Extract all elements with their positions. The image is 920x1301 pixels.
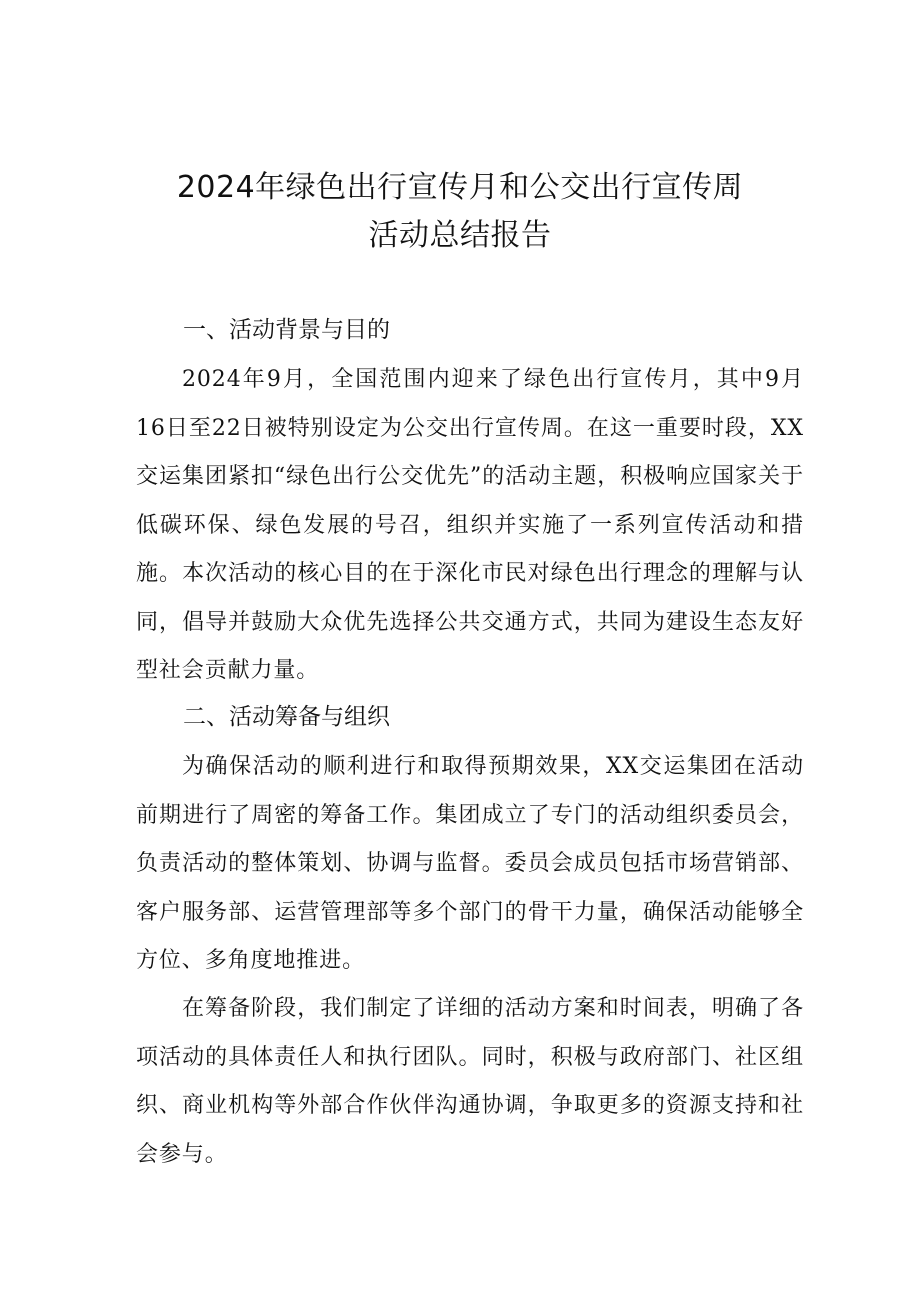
section-2-paragraph-1: 为确保活动的顺利进行和取得预期效果，XX交运集团在活动前期进行了周密的筹备工作。集团成立了专门的活动组织委员会，负责活动的整体策划、协调与监督。委员会成员包括市场营销部、客户服务部、运营管理部等多个部门的骨干力量，确保活动能够全方位、多角度地推进。	[136, 754, 804, 973]
section-1-paragraph: 2024年9月，全国范围内迎来了绿色出行宣传月，其中9月16日至22日被特别设定为公交出行宣传周。在这一重要时段，XX交运集团紧扣“绿色出行公交优先”的活动主题，积极响应国家关于低碳环保、绿色发展的号召，组织并实施了一系列宣传活动和措施。本次活动的核心目的在于深化市民对绿色出行理念的理解与认同，倡导并鼓励大众优先选择公共交通方式，共同为建设生态友好型社会贡献力量。	[136, 367, 804, 683]
section-2-paragraph-2: 在筹备阶段，我们制定了详细的活动方案和时间表，明确了各项活动的具体责任人和执行团队。同时，积极与政府部门、社区组织、商业机构等外部合作伙伴沟通协调，争取更多的资源支持和社会参与。	[136, 996, 804, 1167]
section-1-heading: 一、活动背景与目的	[183, 317, 390, 343]
document-title-line-1: 2024年绿色出行宣传月和公交出行宣传周	[176, 170, 744, 205]
section-2-heading: 二、活动筹备与组织	[183, 704, 390, 730]
document-title-line-2: 活动总结报告	[368, 218, 552, 253]
